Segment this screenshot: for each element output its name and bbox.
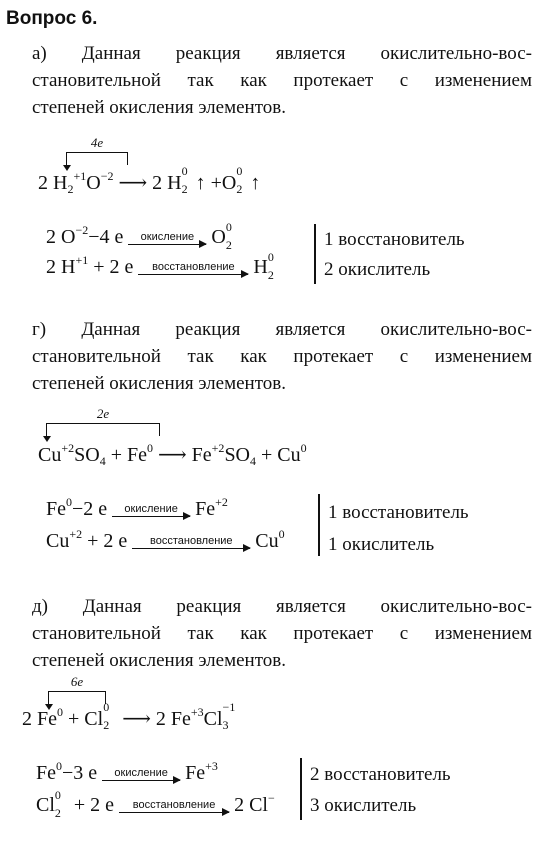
paragraph-a: а) Данная реакция является окислительно-вос- становительной так как протекает с изменением степеней окисления элементов. <box>32 43 532 118</box>
role-oxidizer-a: 2 окислитель <box>324 259 431 280</box>
role-oxidizer-g: 1 окислитель <box>328 534 435 555</box>
role-reducer-g: 1 восстановитель <box>328 502 469 523</box>
half-reaction-oxidation-a: 2 $O^{-2}-4$ e окисление O 0 2 <box>46 220 232 252</box>
half-reaction-reduction-d: Cl 0 2 + 2 e восстановление 2 Cl− <box>36 788 275 820</box>
half-reaction-reduction-g: $Cu^{+2} + 2$ e восстановление Cu$^0$ <box>46 527 285 552</box>
half-reaction-oxidation-d: $Fe^0-3$ e окисление $Fe^{+3}$ <box>36 759 218 784</box>
divider-a <box>314 224 316 284</box>
equation-a: 2 $H_2^{+1}O^{-2}$ ⟶ 2 H 0 2 ↑ +O 0 2 ↑ <box>38 164 261 196</box>
paragraph-g: г) Данная реакция является окислительно-вос- становительной так как протекает с изменением степеней окисления элементов. <box>32 319 532 394</box>
half-reaction-reduction-a: 2 $H^{+1} + 2$ e восстановление H 0 2 <box>46 250 274 282</box>
equation-d: 2 $Fe^0 + Cl$ 0 2 ⟶ 2 $Fe^{+3}Cl$ −1 3 <box>22 700 236 732</box>
half-reaction-oxidation-g: $Fe^0-2$ e окисление $Fe^{+2}$ <box>46 495 228 520</box>
paragraph-d: д) Данная реакция является окислительно-вос- становительной так как протекает с изменением степеней окисления элементов. <box>32 596 532 671</box>
role-reducer-d: 2 восстановитель <box>310 764 451 785</box>
role-oxidizer-d: 3 окислитель <box>310 795 417 816</box>
electron-transfer-bracket-a: 4e <box>66 152 128 165</box>
electron-transfer-bracket-g: 2e <box>46 423 160 436</box>
divider-g <box>318 494 320 556</box>
role-reducer-a: 1 восстановитель <box>324 229 465 250</box>
electron-transfer-bracket-d: 6e <box>48 691 106 704</box>
question-title: Вопрос 6. <box>6 8 98 29</box>
equation-g: $Cu^{+2}SO_4 + Fe^0$ ⟶ $Fe^{+2}SO_4 + Cu^0$ <box>38 441 307 468</box>
divider-d <box>300 758 302 820</box>
